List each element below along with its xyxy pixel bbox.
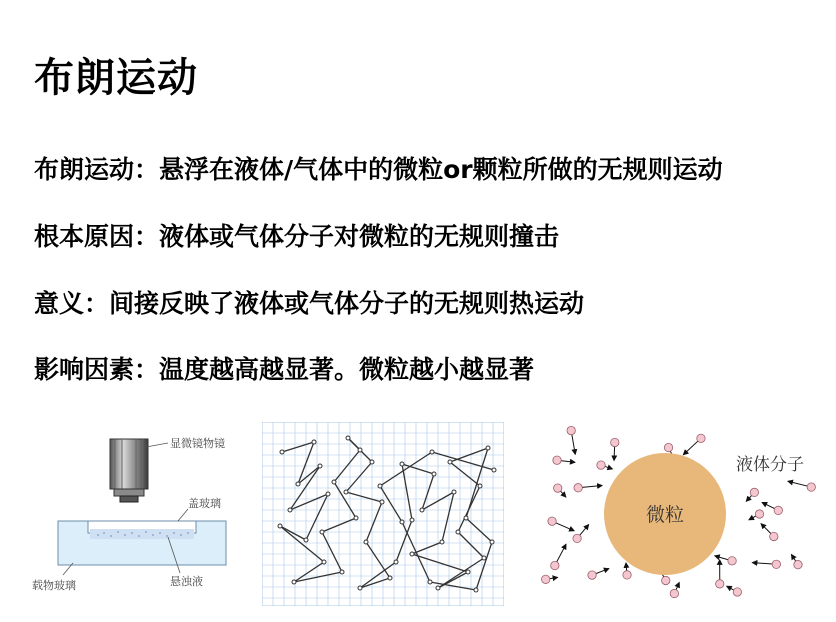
factors-line: 影响因素：温度越高越显著。微粒越小越显著 (34, 355, 535, 384)
root-cause-line: 根本原因：液体或气体分子对微粒的无规则撞击 (34, 222, 560, 251)
objective-lens-icon (110, 439, 148, 502)
microscope-svg (28, 425, 256, 600)
collision-svg (532, 418, 830, 608)
slide-title: 布朗运动 (34, 55, 198, 101)
cover-glass-label: 盖玻璃 (188, 497, 221, 510)
significance-line: 意义：间接反映了液体或气体分子的无规则热运动 (34, 289, 585, 318)
collision-diagram (532, 418, 830, 608)
microscope-diagram (28, 425, 256, 600)
slide-glass-icon (58, 521, 226, 565)
particle-label: 微粒 (645, 504, 685, 526)
trajectory-svg (262, 422, 504, 606)
trajectory-diagram (262, 422, 504, 606)
slide-glass-label: 载物玻璃 (32, 579, 76, 592)
suspension-label: 悬浊液 (170, 575, 203, 588)
definition-line: 布朗运动：悬浮在液体/气体中的微粒or颗粒所做的无规则运动 (34, 155, 723, 184)
molecules-label: 液体分子 (736, 455, 804, 475)
objective-label: 显微镜物镜 (170, 437, 225, 450)
